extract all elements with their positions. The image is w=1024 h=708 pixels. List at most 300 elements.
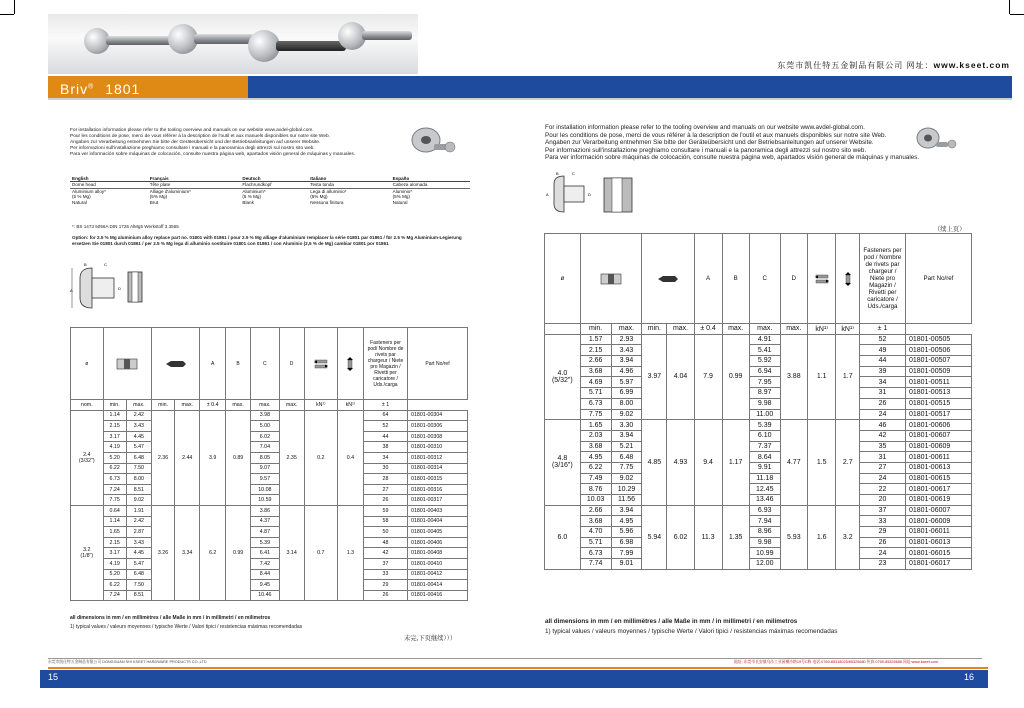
header-b: B: [226, 328, 251, 400]
crop-mark: [14, 0, 15, 14]
dim-a: 9.4: [694, 420, 722, 506]
subheader-cell: max.: [251, 400, 279, 411]
table-row: [71, 431, 468, 442]
lang-header-spanish: Españo: [391, 176, 470, 182]
rivet-product-photo: [408, 122, 458, 162]
dim-a: 6.2: [200, 505, 226, 600]
table-header-row: [71, 328, 468, 400]
table-row: [545, 495, 972, 506]
part-number: 01801-00405: [408, 527, 468, 538]
fasteners-per-pod: 48: [364, 537, 408, 548]
grip-max: 7.99: [611, 548, 642, 559]
part-number: 01801-00410: [408, 558, 468, 569]
subheader-cell: min.: [151, 400, 174, 411]
lang-cell: Aluminium* (5 % Mg) Blank: [240, 188, 308, 208]
grip-min: 7.75: [103, 495, 126, 506]
blue-header-band: [248, 76, 512, 98]
part-number: 01801-06011: [906, 527, 972, 538]
title-number: 1801: [105, 80, 141, 97]
page-number: 16: [964, 672, 975, 682]
grip-min: 1.57: [580, 334, 611, 345]
grip-max: 3.30: [611, 420, 642, 431]
subheader-cell: kN¹⁾: [836, 324, 860, 335]
grip-max: 7.50: [126, 580, 151, 591]
dim-c: 8.64: [749, 452, 780, 463]
fasteners-per-pod: 28: [364, 474, 408, 485]
grip-max: 6.98: [611, 537, 642, 548]
fasteners-per-pod: 44: [364, 431, 408, 442]
crop-mark: [0, 14, 14, 15]
table-header-row: [545, 234, 972, 324]
part-number: 01801-00511: [906, 377, 972, 388]
grip-min: 6.73: [580, 398, 611, 409]
grip-min: 6.73: [103, 474, 126, 485]
grip-min: 2.03: [580, 430, 611, 441]
table-row: [545, 345, 972, 356]
tensile-strength: 1.7: [836, 334, 860, 420]
intro-line: Para ver información sobre máquinas de colocación, consulte nuestra página web, apartados visión general de máquinas y manuales.: [70, 152, 356, 157]
diameter-cell: [545, 505, 581, 569]
table-row: [545, 334, 972, 345]
grip-max: 3.43: [126, 537, 151, 548]
dim-d: 3.14: [279, 505, 304, 600]
dim-c: 11.00: [749, 409, 780, 420]
part-number: 01801-00404: [408, 516, 468, 527]
subheader-cell: max.: [667, 324, 694, 335]
grip-max: 5.47: [126, 558, 151, 569]
fasteners-per-pod: 37: [860, 505, 906, 516]
fasteners-per-pod: 64: [364, 410, 408, 421]
table-row: [71, 569, 468, 580]
dim-c: 4.91: [749, 334, 780, 345]
diameter-mm: 3.2: [83, 547, 91, 554]
tensile-strength: 1.3: [337, 505, 363, 600]
dim-c: 4.87: [251, 527, 279, 538]
header-c: C: [749, 234, 780, 324]
subheader-cell: max.: [175, 400, 200, 411]
grip-max: 10.29: [611, 484, 642, 495]
fasteners-per-pod: 31: [860, 452, 906, 463]
table-subheader-row: [71, 400, 468, 411]
grip-min: 1.65: [580, 420, 611, 431]
part-number: 01801-00306: [408, 421, 468, 432]
dim-c: 11.18: [749, 473, 780, 484]
fasteners-per-pod: 33: [364, 569, 408, 580]
part-number: 01801-00412: [408, 569, 468, 580]
table-row: [545, 505, 972, 516]
subheader-cell: max.: [722, 324, 749, 335]
part-number: 01801-00310: [408, 442, 468, 453]
subheader-cell: min.: [642, 324, 667, 335]
title-text: Briv: [60, 80, 89, 97]
shear-strength: 1.5: [807, 420, 836, 506]
dim-c: 6.93: [749, 505, 780, 516]
lang-cell: Lega di alluminio* (5% Mg) Nessuna finitura: [308, 188, 390, 208]
drill-max: 3.34: [175, 505, 200, 600]
dim-c: 13.46: [749, 495, 780, 506]
part-number: 01801-00317: [408, 495, 468, 506]
table-row: [545, 452, 972, 463]
dim-b: 0.99: [226, 505, 251, 600]
subheader-cell: max.: [126, 400, 151, 411]
dim-c: 3.98: [251, 410, 279, 421]
footnote-dimensions: all dimensions in mm / en millimètres / alle Maße in mm / in millimetri / en milimetros: [70, 615, 271, 621]
svg-text:A: A: [70, 288, 73, 293]
intro-line: Pour les conditions de pose, merci de vous référer à la description de l'outil et aux manuels disponibles sur notre site Web.: [545, 131, 887, 139]
grip-max: 9.02: [611, 409, 642, 420]
grip-min: 6.22: [103, 580, 126, 591]
part-number: 01801-00314: [408, 463, 468, 474]
drill-bit-icon: [151, 328, 199, 400]
grip-max: 11.56: [611, 495, 642, 506]
part-number: 01801-00505: [906, 334, 972, 345]
fasteners-per-pod: 44: [860, 356, 906, 367]
table-row: [71, 410, 468, 421]
product-title: [48, 81, 140, 97]
fasteners-per-pod: 24: [860, 548, 906, 559]
fasteners-per-pod: 29: [860, 527, 906, 538]
grip-min: 7.74: [580, 559, 611, 570]
fasteners-per-pod: 52: [860, 334, 906, 345]
drill-max: 4.93: [667, 420, 694, 506]
fasteners-per-pod: 49: [860, 345, 906, 356]
table-row: [545, 398, 972, 409]
footnote-typical-values: 1) typical values / valeurs moyennes / typische Werte / Valori tipici / resistencias máximas recomendadas: [70, 624, 303, 630]
grip-min: 7.24: [103, 590, 126, 601]
grip-min: 3.68: [580, 516, 611, 527]
table-row: [71, 580, 468, 591]
dim-b: 1.17: [722, 420, 749, 506]
table-row: [545, 388, 972, 399]
footnote-typical-values: 1) typical values / valeurs moyennes / typische Werte / Valori tipici / resistencias máximas recomendadas: [545, 628, 838, 635]
grip-max: 8.51: [126, 590, 151, 601]
header-part-number: Part No/ref: [906, 234, 972, 324]
grip-max: 5.47: [126, 442, 151, 453]
grip-max: 6.99: [611, 388, 642, 399]
grip-min: 3.17: [103, 431, 126, 442]
part-number: 01801-06007: [906, 505, 972, 516]
subheader-cell: ± 1: [364, 400, 408, 411]
grip-max: 6.48: [126, 569, 151, 580]
grip-min: 0.64: [103, 505, 126, 516]
right-page: [512, 0, 1024, 708]
dim-d: 5.93: [780, 505, 807, 569]
part-number: 01801-00607: [906, 430, 972, 441]
header-fasteners-per-pod: Fasteners per pod/ Nombre de rivets par chargeur / Niete pro Magazin / Rivetti per caricatore / Uds./carga: [364, 328, 408, 400]
dim-c: 9.57: [251, 474, 279, 485]
registered-mark: ®: [88, 83, 95, 90]
shear-strength: 0.2: [304, 410, 337, 505]
dim-b: 1.35: [722, 505, 749, 569]
shear-strength: 0.7: [304, 505, 337, 600]
intro-line: For installation information please refer to the tooling overview and manuals on our website www.avdel-global.com.: [545, 124, 865, 131]
grip-min: 4.95: [580, 452, 611, 463]
table-row: [71, 452, 468, 463]
rivet-dimension-diagram: [70, 262, 150, 322]
lang-header-english: English: [70, 176, 148, 182]
header-b: B: [722, 234, 749, 324]
grip-min: 3.68: [580, 441, 611, 452]
grip-min: 6.22: [103, 463, 126, 474]
grip-min: 5.20: [103, 452, 126, 463]
fasteners-per-pod: 34: [364, 452, 408, 463]
dim-c: 9.91: [749, 462, 780, 473]
continued-from-previous: （续上页）: [934, 226, 966, 233]
part-number: 01801-00312: [408, 452, 468, 463]
part-number: 01801-00613: [906, 462, 972, 473]
header-diameter: ø: [71, 328, 104, 400]
install-info-text: [70, 128, 370, 158]
part-number: 01801-00506: [906, 345, 972, 356]
grip-max: 5.21: [611, 441, 642, 452]
fasteners-per-pod: 26: [860, 537, 906, 548]
grip-min: 2.15: [103, 421, 126, 432]
fasteners-per-pod: 34: [860, 377, 906, 388]
part-number: 01801-00515: [906, 398, 972, 409]
intro-line: Pour les conditions de pose, merci de vous référer à la description de l'outil et aux manuels disponibles sur notre site Web.: [70, 134, 330, 139]
part-number: 01801-00609: [906, 441, 972, 452]
grip-range-icon: [103, 328, 151, 400]
lang-header-german: Deutsch: [240, 176, 308, 182]
page-number: 15: [48, 672, 59, 682]
grip-min: 7.75: [580, 409, 611, 420]
rivet-dimension-diagram: [542, 172, 652, 222]
svg-text:A: A: [546, 192, 549, 197]
table-row: [71, 484, 468, 495]
dim-c: 9.98: [749, 537, 780, 548]
subheader-cell: max.: [749, 324, 780, 335]
dim-c: 8.96: [749, 527, 780, 538]
subheader-cell: kN¹⁾: [337, 400, 363, 411]
table-row: [545, 516, 972, 527]
company-name: 东莞市凯仕特五金制品有限公司 网址：: [777, 61, 934, 70]
table-row: [545, 473, 972, 484]
part-number: 01801-00406: [408, 537, 468, 548]
part-number: 01801-00315: [408, 474, 468, 485]
table-row: [545, 537, 972, 548]
diameter-cell: [71, 410, 104, 505]
grip-max: 4.95: [611, 516, 642, 527]
dim-c: 10.59: [251, 495, 279, 506]
tensile-strength: 3.2: [836, 505, 860, 569]
dim-c: 8.44: [251, 569, 279, 580]
fasteners-per-pod: 27: [364, 484, 408, 495]
subheader-cell: min.: [580, 324, 611, 335]
subheader-cell: ± 0.4: [694, 324, 722, 335]
diameter-inch: (3/16"): [551, 462, 573, 470]
drill-min: 3.97: [642, 334, 667, 420]
grip-min: 5.71: [580, 388, 611, 399]
table-row: [71, 527, 468, 538]
lang-cell: Aluminium alloy* (5 % Mg) Natural: [70, 188, 148, 208]
product-title-bar: [48, 76, 248, 98]
shear-strength: 1.1: [807, 334, 836, 420]
diameter-cell: [71, 505, 104, 600]
part-number: 01801-00414: [408, 580, 468, 591]
table-row: [71, 590, 468, 601]
dim-c: 7.37: [749, 441, 780, 452]
table-row: [71, 505, 468, 516]
part-number: 01801-00403: [408, 505, 468, 516]
continued-next-page: 未完,下页继续）））: [404, 635, 457, 642]
company-header: [777, 60, 1010, 71]
grip-max: 2.87: [126, 527, 151, 538]
drill-max: 2.44: [175, 410, 200, 505]
blue-header-band: [512, 76, 1012, 98]
part-number: 01801-00509: [906, 366, 972, 377]
header-a: A: [200, 328, 226, 400]
grip-min: 1.14: [103, 410, 126, 421]
part-number: 01801-00619: [906, 495, 972, 506]
table-row: [71, 516, 468, 527]
dim-a: 3.9: [200, 410, 226, 505]
grip-range-icon: [580, 234, 642, 324]
grip-max: 6.48: [126, 452, 151, 463]
dim-c: 8.97: [749, 388, 780, 399]
grip-min: 2.66: [580, 505, 611, 516]
grip-max: 4.45: [126, 548, 151, 559]
fasteners-per-pod: 42: [364, 548, 408, 559]
fasteners-per-pod: 37: [364, 558, 408, 569]
grip-max: 3.43: [611, 345, 642, 356]
fasteners-per-pod: 26: [364, 590, 408, 601]
part-number: 01801-00606: [906, 420, 972, 431]
table-row: [71, 421, 468, 432]
lang-cell: Testa tonda: [308, 182, 390, 188]
svg-text:C: C: [104, 262, 107, 267]
drill-min: 5.94: [642, 505, 667, 569]
drill-min: 3.26: [151, 505, 174, 600]
grip-max: 6.48: [611, 452, 642, 463]
grip-max: 9.02: [611, 473, 642, 484]
grip-max: 3.94: [611, 356, 642, 367]
footer-blue-bar: [40, 670, 512, 688]
grip-max: 3.43: [126, 421, 151, 432]
lang-cell: Tête plate: [148, 182, 241, 188]
header-underline: [512, 98, 1012, 100]
grip-max: 4.45: [126, 431, 151, 442]
table-row: [71, 548, 468, 559]
intro-line: Per informazioni sull'installazione preghiamo consultare i manuali e la panoramica degli attrezzi sul nostro sito web.: [545, 146, 867, 154]
diameter-mm: 6.0: [557, 533, 568, 541]
subheader-cell: nom.: [71, 400, 104, 411]
grip-min: 2.15: [580, 345, 611, 356]
dim-d: 3.88: [780, 334, 807, 420]
grip-min: 4.69: [580, 377, 611, 388]
dim-c: 4.37: [251, 516, 279, 527]
header-a: A: [694, 234, 722, 324]
fasteners-per-pod: 26: [364, 495, 408, 506]
tensile-force-icon: [836, 234, 860, 324]
grip-max: 1.91: [126, 505, 151, 516]
subheader-cell: [545, 324, 581, 335]
dim-c: 12.00: [749, 559, 780, 570]
diameter-cell: [545, 334, 581, 420]
part-number: 01801-00308: [408, 431, 468, 442]
grip-max: 7.75: [611, 462, 642, 473]
part-number: 01801-00517: [906, 409, 972, 420]
intro-line: Angaben zur Verarbeitung entnehmen Sie bitte der Geräteübersicht und der Betriebsanleitungen auf unserer Website.: [545, 139, 874, 147]
shear-force-icon: [807, 234, 836, 324]
grip-min: 4.19: [103, 442, 126, 453]
dim-c: 5.41: [749, 345, 780, 356]
grip-max: 4.96: [611, 366, 642, 377]
dim-c: 6.02: [251, 431, 279, 442]
part-number: 01801-06013: [906, 537, 972, 548]
grip-min: 8.76: [580, 484, 611, 495]
footer-blue-bar: [512, 670, 988, 688]
dim-c: 8.05: [251, 452, 279, 463]
shear-force-icon: [304, 328, 337, 400]
table-row: [71, 495, 468, 506]
grip-min: 1.65: [103, 527, 126, 538]
table-row: [545, 366, 972, 377]
header-d: D: [279, 328, 304, 400]
svg-text:D: D: [588, 192, 591, 197]
part-number: 01801-00408: [408, 548, 468, 559]
dim-c: 6.94: [749, 366, 780, 377]
grip-min: 10.03: [580, 495, 611, 506]
subheader-cell: ± 1: [860, 324, 906, 335]
grip-min: 5.20: [103, 569, 126, 580]
dim-c: 12.45: [749, 484, 780, 495]
drill-bit-icon: [642, 234, 694, 324]
grip-min: 4.70: [580, 527, 611, 538]
intro-line: Per informazioni sull'installazione preghiamo consultare i manuali e la panoramica degli attrezzi sul nostro sito web.: [70, 146, 315, 151]
header-fasteners-per-pod: Fasteners per pod / Nombre de rivets par chargeur / Niete pro Magazin / Rivetti per caricatore / Uds./carga: [860, 234, 906, 324]
subheader-cell: max.: [226, 400, 251, 411]
fasteners-per-pod: 30: [364, 463, 408, 474]
lang-cell: Alliage d'aluminium* (5% Mg) Brut: [148, 188, 241, 208]
part-number: 01801-00513: [906, 388, 972, 399]
table-row: [545, 559, 972, 570]
fasteners-per-pod: 42: [860, 430, 906, 441]
dim-c: 10.99: [749, 548, 780, 559]
diameter-inch: (1/8"): [80, 553, 94, 560]
fasteners-per-pod: 31: [860, 388, 906, 399]
table-row: [71, 474, 468, 485]
footer-orange-line: [512, 667, 988, 669]
grip-min: 5.71: [580, 537, 611, 548]
grip-max: 8.51: [126, 484, 151, 495]
table-row: [545, 409, 972, 420]
diameter-cell: [545, 420, 581, 506]
part-number: 01801-00611: [906, 452, 972, 463]
footer-rule: [48, 658, 512, 659]
tensile-strength: 0.4: [337, 410, 363, 505]
header-underline: [48, 98, 512, 100]
table-row: [71, 558, 468, 569]
grip-min: 2.66: [580, 356, 611, 367]
tensile-strength: 2.7: [836, 420, 860, 506]
dim-d: 4.77: [780, 420, 807, 506]
lang-header-french: Français: [148, 176, 241, 182]
fasteners-per-pod: 33: [860, 516, 906, 527]
part-number: 01801-00615: [906, 473, 972, 484]
footer-rule: [512, 658, 982, 659]
header-d: D: [780, 234, 807, 324]
header-part-number: Part No/ref: [408, 328, 468, 400]
rivets-photo-banner: [48, 14, 418, 74]
fasteners-per-pod: 22: [860, 484, 906, 495]
grip-max: 2.93: [611, 334, 642, 345]
dim-a: 11.3: [694, 505, 722, 569]
table-row: [545, 420, 972, 431]
table-row: [71, 442, 468, 453]
svg-text:D: D: [118, 286, 121, 291]
part-number: 01801-00507: [906, 356, 972, 367]
table-row: [545, 377, 972, 388]
